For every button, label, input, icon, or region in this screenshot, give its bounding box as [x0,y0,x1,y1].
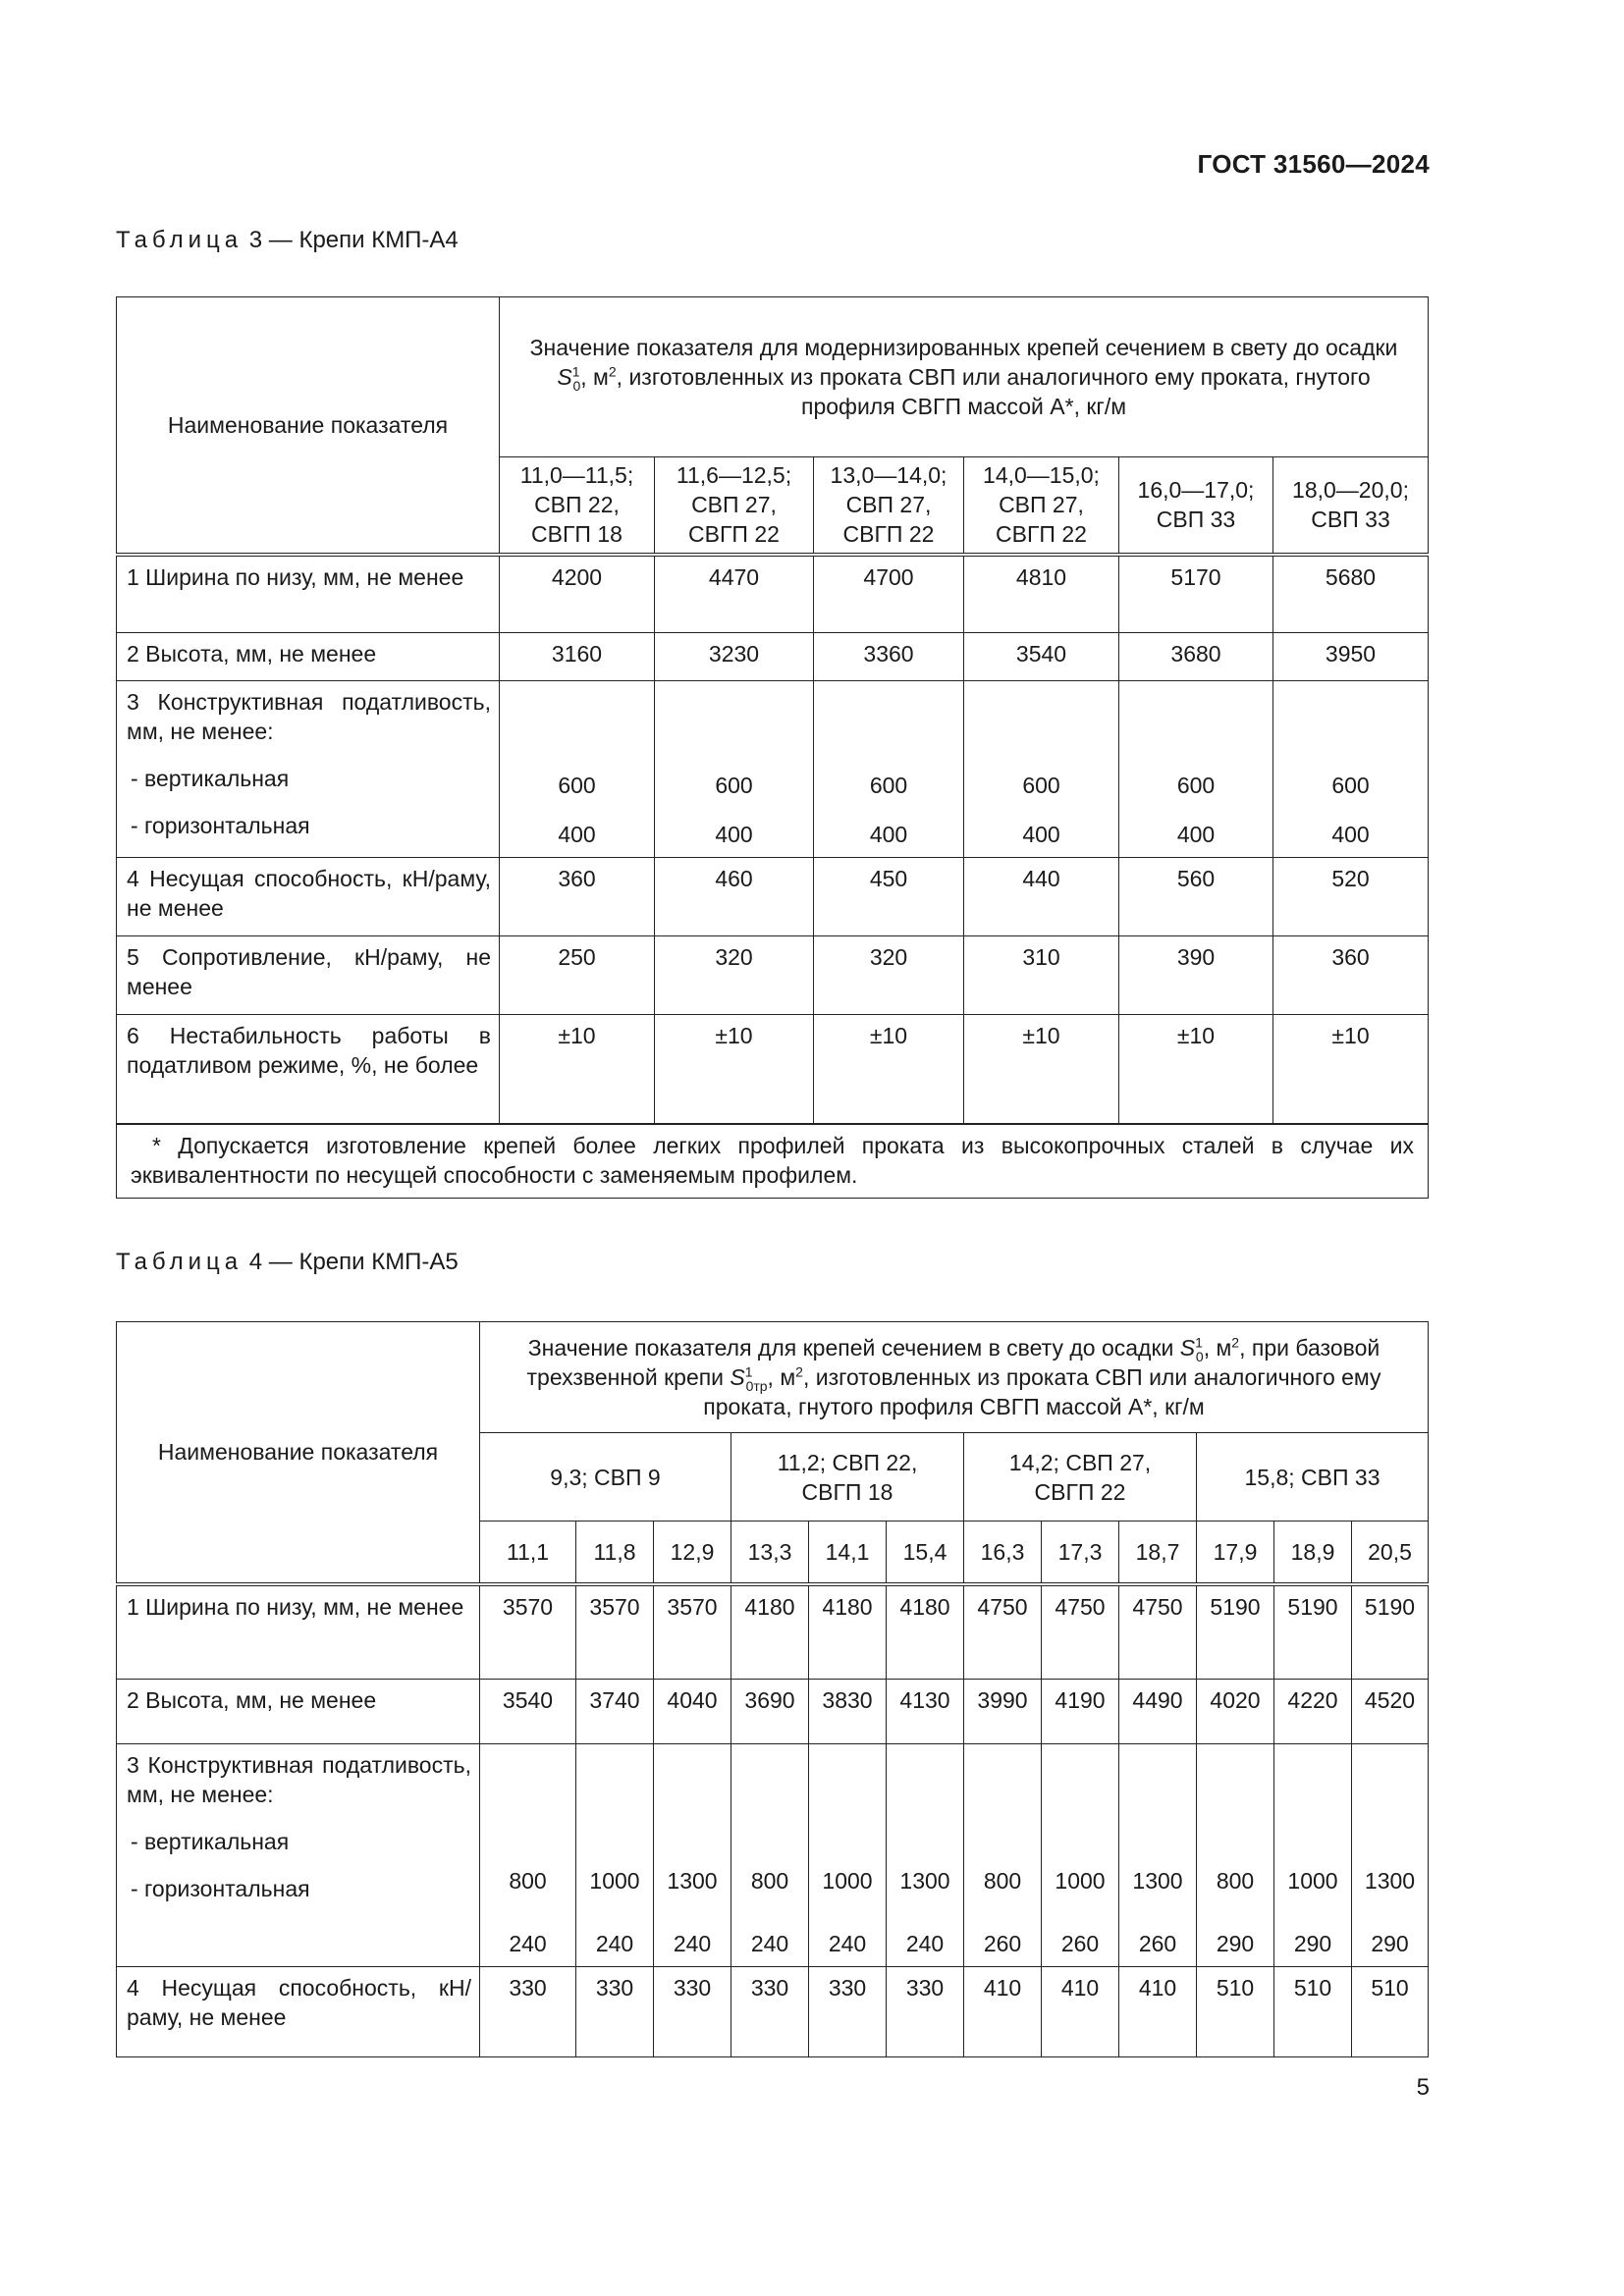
table3 [116,296,1429,1199]
table4-cell: 4180 [731,1584,809,1680]
table4-value-header [480,1322,1429,1433]
table4-subrow-value: 290 [1216,1931,1255,1956]
table4-cell: 5190 [1352,1584,1429,1680]
table3-unit-sup: 2 [608,363,617,380]
table3-subrow-value: 400 [558,822,596,847]
table3-cell: 3540 [964,633,1119,681]
table4-unit-sup: 2 [1231,1334,1240,1351]
table4-name-header: Наименование показателя [117,1322,480,1584]
table4-value-header-part3: , при базовой трехзвенной крепи [526,1335,1380,1390]
table4-cell: 4750 [1119,1584,1197,1680]
table4-subrow-value: 240 [828,1931,867,1956]
table4-cell: 4020 [1197,1680,1274,1744]
table4-cell: 4520 [1352,1680,1429,1744]
table3-row-name: 5 Сопротивление, кН/раму, не менее [117,936,500,1015]
table3-subrow-value: 400 [715,822,753,847]
table3-cell: 360 [500,858,655,936]
table4-cell: 3570 [576,1584,654,1680]
table4-row-4 [117,1967,1429,2057]
table3-cell: 3230 [655,633,814,681]
table4-cell: 330 [480,1967,576,2057]
table4-cell [654,1744,731,1967]
table4-subrow-value: 800 [983,1868,1022,1894]
table3-row-5 [117,936,1429,1015]
table4-row-3 [117,1744,1429,1967]
table4-subrow-value: 1300 [1364,1868,1416,1894]
table4-subcolumn-header: 20,5 [1352,1522,1429,1584]
table4-subcolumn-header: 12,9 [654,1522,731,1584]
table3-s-sup: 1 [571,363,580,380]
table4-group-header: 11,2; СВП 22, СВГП 18 [731,1433,964,1522]
table4-cell [480,1744,576,1967]
table3-cell: 250 [500,936,655,1015]
table3-caption [116,227,459,254]
table3-note [117,1124,1429,1199]
table3-cell: 390 [1119,936,1273,1015]
table4-subrow-name: - вертикальная [131,1829,290,1854]
table3-cell [655,681,814,858]
table4-subcolumn-header: 14,1 [809,1522,887,1584]
table3-subrow-value: 600 [715,773,753,798]
table4-s-sup: 1 [1195,1334,1203,1351]
table3-cell: 4200 [500,555,655,633]
table4-cell [1197,1744,1274,1967]
table4-cell [809,1744,887,1967]
table4-cell: 3570 [654,1584,731,1680]
table3-column-header: 13,0—14,0; СВП 27, СВГП 22 [814,457,964,555]
table4-cell: 4190 [1042,1680,1119,1744]
table3-row-name: 4 Несущая способность, кН/раму, не менее [117,858,500,936]
table3-column-header: 11,6—12,5; СВП 27, СВГП 22 [655,457,814,555]
table3-note-text: * Допускается изготовление крепей более легких профилей проката из высокопрочных сталей в случае их эквивалентности по несущей способности с заменяемым профилем. [131,1132,1415,1188]
table4-subrow-name: - горизонтальная [131,1876,310,1901]
table3-cell: 360 [1273,936,1429,1015]
table3-value-header-part3: , изготовленных из проката СВП или аналогичного ему проката, гнутого профиля СВГП массой A*, кг/м [616,364,1371,419]
table4-subcolumn-header: 16,3 [964,1522,1042,1584]
table4-subrow-value: 1000 [1055,1868,1106,1894]
table4-subrow-value: 260 [983,1931,1022,1956]
table3-cell: 320 [655,936,814,1015]
table3-s-sub: 0 [572,377,581,394]
table4-value-header-part4: , изготовленных из проката СВП или аналогичного ему проката, гнутого профиля СВГП массой A*, кг/м [703,1364,1381,1419]
table4-cell: 510 [1197,1967,1274,2057]
table3-row-4 [117,858,1429,936]
table4-cell: 410 [1119,1967,1197,2057]
table4-subcolumn-header: 11,8 [576,1522,654,1584]
table4-cell: 4220 [1274,1680,1352,1744]
table3-column-header: 16,0—17,0; СВП 33 [1119,457,1273,555]
table4-cell: 3690 [731,1680,809,1744]
table3-subrow-value: 400 [1022,822,1060,847]
table3-subrow-value: 600 [1022,773,1060,798]
table3-row-title: 3 Конструктивная податливость, мм, не менее: [127,689,491,744]
table3-s-symbol: S [557,364,572,390]
table3-cell: ±10 [500,1015,655,1124]
table4-group-header: 15,8; СВП 33 [1197,1433,1429,1522]
table4-cell: 4130 [887,1680,964,1744]
table4-cell: 4750 [964,1584,1042,1680]
table3-subrow-value: 400 [869,822,908,847]
table4-cell: 330 [809,1967,887,2057]
table3-cell: ±10 [655,1015,814,1124]
table4-row-2 [117,1680,1429,1744]
table4-cell: 5190 [1274,1584,1352,1680]
table3-subrow-name: - горизонтальная [131,813,310,838]
table4-subrow-value: 240 [905,1931,945,1956]
table3-cell: 3360 [814,633,964,681]
table4-cell: 330 [654,1967,731,2057]
table4-subrow-value: 290 [1371,1931,1409,1956]
table3-subrow-value: 600 [558,773,596,798]
table3-cell: 460 [655,858,814,936]
table3-caption-text: 3 — Крепи КМП-А4 [248,227,459,253]
table4-subrow-value: 240 [673,1931,712,1956]
table4-caption-prefix: Таблица [116,1249,244,1275]
table4-s-symbol: S [1179,1335,1196,1361]
table3-subrow-value: 400 [1176,822,1216,847]
table3-column-header: 18,0—20,0; СВП 33 [1273,457,1429,555]
table4-subcolumn-header: 11,1 [480,1522,576,1584]
table4-subrow-value: 1300 [1132,1868,1183,1894]
table3-column-header: 11,0—11,5; СВП 22, СВГП 18 [500,457,655,555]
table3-cell [814,681,964,858]
table4-subrow-value: 800 [509,1868,547,1894]
table4-cell [1042,1744,1119,1967]
table4-subrow-value: 240 [509,1931,547,1956]
table4-cell: 4750 [1042,1584,1119,1680]
table4-subrow-value: 1000 [822,1868,873,1894]
table3-cell: 3950 [1273,633,1429,681]
table4-body [117,1584,1429,2057]
table3-cell: 560 [1119,858,1273,936]
table4-caption [116,1249,459,1276]
table3-subrow-value: 600 [1176,773,1216,798]
table3-row-1 [117,555,1429,633]
table3-cell: 4700 [814,555,964,633]
table4-cell: 3540 [480,1680,576,1744]
table4-subrow-value: 800 [750,1868,789,1894]
table3-cell: 3160 [500,633,655,681]
table3-row-name: 6 Нестабильность работы в податливом режиме, %, не более [117,1015,500,1124]
table4-cell: 5190 [1197,1584,1274,1680]
table3-cell [1273,681,1429,858]
document-code: ГОСТ 31560—2024 [1197,149,1430,179]
table3-row-6 [117,1015,1429,1124]
table4-cell [1274,1744,1352,1967]
table3-column-header: 14,0—15,0; СВП 27, СВГП 22 [964,457,1119,555]
table3-unit: , м [580,364,609,390]
table4-cell [964,1744,1042,1967]
table4-cell: 4040 [654,1680,731,1744]
table3-body [117,555,1429,1124]
table3-subrow-value: 400 [1331,822,1370,847]
table4 [116,1321,1429,2057]
table4-cell: 3570 [480,1584,576,1680]
table4-subrow-value: 1000 [1287,1868,1338,1894]
table4-subcolumn-header: 17,3 [1042,1522,1119,1584]
table3-subrow-value: 600 [1331,773,1370,798]
table4-subcolumn-header: 17,9 [1197,1522,1274,1584]
table4-cell: 410 [964,1967,1042,2057]
table3-subrow-name: - вертикальная [131,766,290,791]
table4-subrow-value: 240 [750,1931,789,1956]
table4-cell [1352,1744,1429,1967]
table4-row-name: 1 Ширина по низу, мм, не менее [117,1584,480,1680]
table4-subrow-value: 1300 [899,1868,950,1894]
table3-name-header: Наименование показателя [117,297,500,555]
table3-cell: 450 [814,858,964,936]
table3-note-row [117,1124,1429,1199]
table4-subrow-value: 290 [1293,1931,1332,1956]
table4-cell: 4490 [1119,1680,1197,1744]
table4-s2-sub: 0тр [745,1377,768,1394]
table3-cell [500,681,655,858]
table3-value-header-part1: Значение показателя для модернизированных крепей сечением в свету до осадки [529,335,1398,360]
table4-subcolumn-header: 13,3 [731,1522,809,1584]
table4-s-sub: 0 [1195,1348,1204,1364]
table4-row-1 [117,1584,1429,1680]
table3-caption-prefix: Таблица [116,227,244,253]
table4-subrow-value: 260 [1060,1931,1100,1956]
table4-cell: 510 [1274,1967,1352,2057]
table4-group-header: 14,2; СВП 27, СВГП 22 [964,1433,1197,1522]
table4-cell: 3990 [964,1680,1042,1744]
table4-subcolumn-header: 18,9 [1274,1522,1352,1584]
table4-cell [1119,1744,1197,1967]
table4-cell: 510 [1352,1967,1429,2057]
table4-unit2-sup: 2 [795,1363,803,1380]
table4-cell: 3740 [576,1680,654,1744]
table4-group-header: 9,3; СВП 9 [480,1433,731,1522]
table3-cell: ±10 [1273,1015,1429,1124]
table3-value-header [500,297,1429,457]
table4-cell: 330 [731,1967,809,2057]
table4-cell: 410 [1042,1967,1119,2057]
table4-subrow-value: 260 [1138,1931,1177,1956]
table3-cell [1119,681,1273,858]
table4-row-title: 3 Конструктивная податливость, мм, не менее: [127,1752,471,1807]
table3-cell: 320 [814,936,964,1015]
table4-cell: 330 [576,1967,654,2057]
table3-row-name [117,681,500,858]
table3-cell: 440 [964,858,1119,936]
table3-cell: ±10 [814,1015,964,1124]
page-number: 5 [1416,2074,1430,2101]
table4-cell: 4180 [809,1584,887,1680]
table4-s2-symbol: S [730,1364,745,1390]
table4-cell [576,1744,654,1967]
table4-subcolumn-header: 18,7 [1119,1522,1197,1584]
table3-cell: 4470 [655,555,814,633]
table3-cell: 5170 [1119,555,1273,633]
table4-cell [731,1744,809,1967]
table4-cell: 3830 [809,1680,887,1744]
table4-unit: , м [1203,1335,1232,1361]
table4-subrow-value: 1300 [667,1868,718,1894]
table4-row-name [117,1744,480,1967]
table3-subrow-value: 600 [869,773,908,798]
table3-cell: 520 [1273,858,1429,936]
table3-cell: 5680 [1273,555,1429,633]
table3-cell: 4810 [964,555,1119,633]
table3-cell [964,681,1119,858]
table4-s2-sup: 1 [744,1363,753,1380]
table4-row-name: 2 Высота, мм, не менее [117,1680,480,1744]
table3-cell: 310 [964,936,1119,1015]
table4-subrow-value: 1000 [589,1868,640,1894]
table4-cell [887,1744,964,1967]
table4-cell: 330 [887,1967,964,2057]
table4-subcolumn-header: 15,4 [887,1522,964,1584]
table3-row-name: 2 Высота, мм, не менее [117,633,500,681]
table4-cell: 4180 [887,1584,964,1680]
table3-row-name: 1 Ширина по низу, мм, не менее [117,555,500,633]
table4-value-header-part1: Значение показателя для крепей сечением в свету до осадки [527,1335,1174,1361]
table3-cell: ±10 [1119,1015,1273,1124]
table4-subrow-value: 240 [595,1931,634,1956]
table3-cell: ±10 [964,1015,1119,1124]
table4-row-name: 4 Несущая способность, кН/раму, не менее [117,1967,480,2057]
table4-unit2: , м [767,1364,796,1390]
table3-cell: 3680 [1119,633,1273,681]
table4-subrow-value: 800 [1216,1868,1255,1894]
table3-row-2 [117,633,1429,681]
table3-row-3 [117,681,1429,858]
table4-caption-text: 4 — Крепи КМП-А5 [248,1249,459,1275]
